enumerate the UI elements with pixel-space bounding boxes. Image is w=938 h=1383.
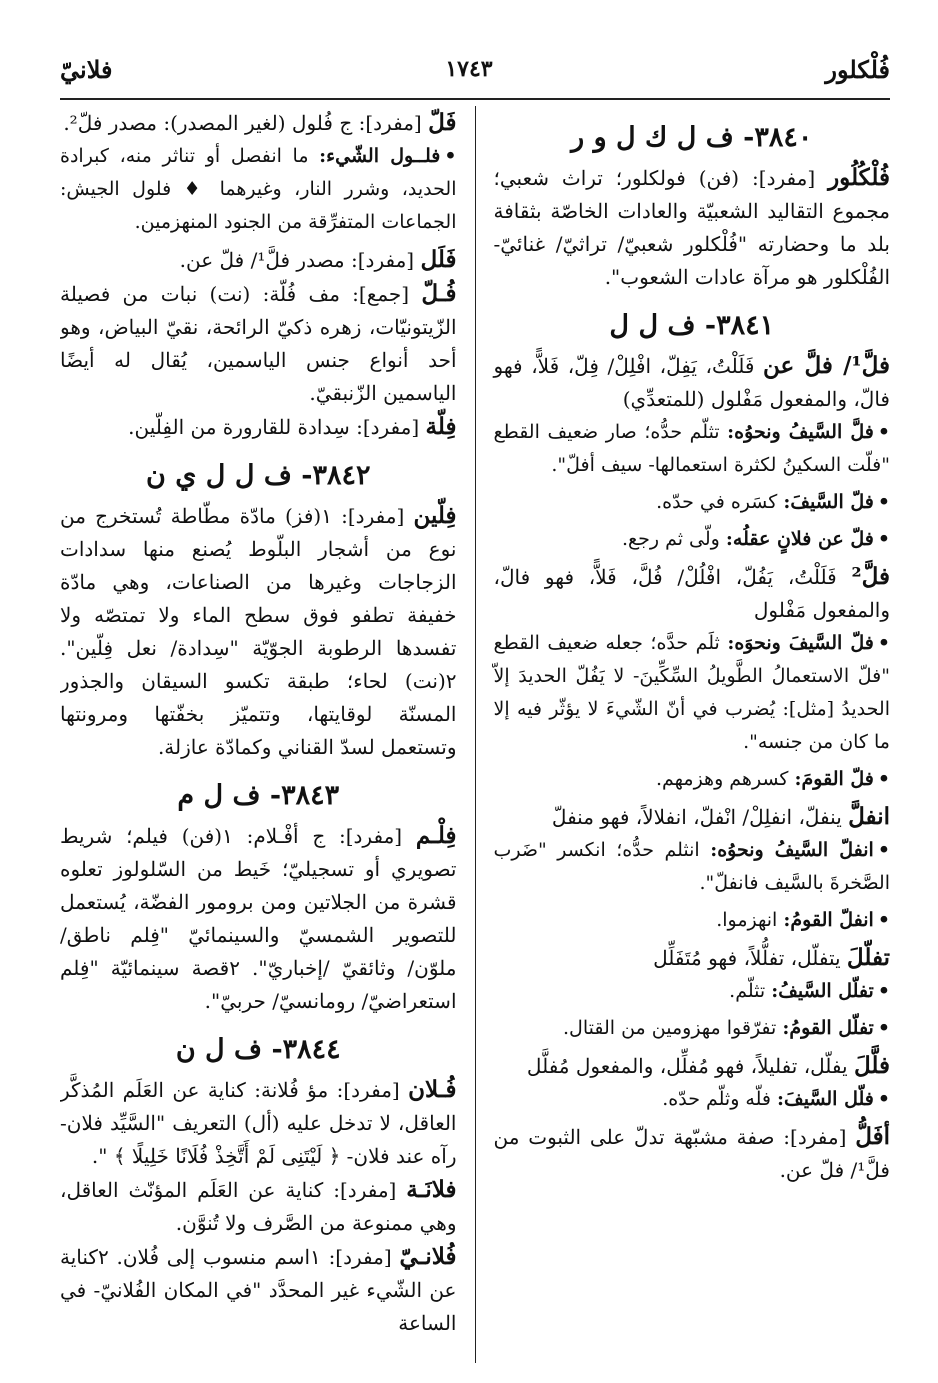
dictionary-columns	[60, 106, 890, 1363]
page-number: ١٧٤٣	[445, 56, 493, 82]
headword-entry	[494, 941, 891, 975]
sense-line	[494, 1083, 891, 1116]
headword: انفلَّ	[848, 803, 890, 830]
headword: فُلْكُلُور	[828, 164, 890, 191]
headword: فلَّ²	[851, 563, 890, 590]
sense-line	[494, 486, 891, 519]
bullet-icon: •	[877, 421, 890, 443]
definition-text: [مفرد]: ١(فز) مادّة مطّاطة تُستخرج من نوع من أشجار البلّوط يُصنع منها سدادات الزجاجات وغيرها من الصناعات، وهي مادّة خفيفة تطفو فوق سطح الماء ولا تمتصّه ولا تفسدها الرطوبة الجوّيّة "سِدادة/ نعل فِلّين". ٢(نت) لحاء؛ طبقة تكسو السيقان والجذور المسنّة لوقايتها، وتتميّز بخفّتها ومرونتها وتستعمل لسدّ القناني وكمادّة عازلة.	[60, 504, 457, 759]
page-header	[60, 40, 890, 100]
headword-entry	[60, 1240, 457, 1340]
bullet-icon: •	[877, 1017, 890, 1039]
sense-line	[494, 904, 891, 937]
headword: فِلّة	[425, 413, 457, 440]
headword-entry	[60, 499, 457, 764]
definition-text: يتفلّل، تفلُّلاً، فهو مُتَفَلِّل	[653, 946, 847, 970]
header-guide-word-left: فلانيّ	[60, 54, 113, 84]
headword: فِلْـم	[415, 822, 457, 849]
sense-phrase: فلّ السَّيفَ:	[783, 491, 874, 513]
sense-phrase: فلّل السَّيفَ:	[777, 1088, 874, 1110]
definition-text: [مفرد]: سِدادة للقارورة من الفِلّين.	[128, 415, 426, 439]
root-heading: ٣٨٤٠- ف ل ك ل و ر	[571, 122, 813, 153]
definition-text: انهزموا.	[716, 909, 784, 931]
headword-entry	[60, 410, 457, 444]
headword-entry	[494, 800, 891, 834]
definition-text: [مفرد]: مؤ فُلانة: كناية عن العَلَم المُذكَّر العاقل، لا تدخل عليه (أل) التعريف "السَّيِّد فلان- رآه عند فلان- ﴿ لَيْتَنِى لَمْ أَتَّخِذْ فُلَانًا خَلِيلًا ﴾ ".	[60, 1078, 457, 1168]
definition-text: [مفرد]: مصدر فلَّ¹/ فلّ عن.	[179, 248, 421, 272]
headword: فلانَـة	[406, 1176, 457, 1203]
bullet-icon: •	[877, 909, 890, 931]
sense-phrase: فلَّ السَّيفُ ونحوُه:	[727, 421, 874, 443]
sense-phrase: تفلّل السَّيفُ:	[771, 980, 874, 1002]
headword-entry	[60, 277, 457, 410]
definition-text: ينفلّ، انفلِلْ/ انْفلّ، انفلالاً، فهو منفلّ	[551, 805, 849, 829]
right-column	[482, 106, 891, 1363]
definition-text: كسرهم وهزمهم.	[655, 768, 795, 790]
definition-text: [مفرد]: ١اسم منسوب إلى فُلان. ٢كناية عن الشّيء غير المحدَّد "في المكان الفُلانيّ- في الساعة	[60, 1245, 457, 1335]
definition-text: كسَره في حدّه.	[656, 491, 784, 513]
left-column	[60, 106, 469, 1363]
headword: فُلانـيّ	[399, 1243, 457, 1270]
headword-entry	[494, 161, 891, 294]
headword-entry	[60, 243, 457, 277]
definition-text: ولّى ثم رجع.	[621, 528, 726, 550]
definition-text: ما انفصل أو تناثر منه، كبرادة الحديد، وشرر النار، وغيرهما ♦ فلول الجيش: الجماعات المتفرِّقة من الجنود المنهزمين.	[60, 145, 457, 233]
headword: فَلّ	[428, 109, 457, 136]
definition-text: فلّه وثلّم حدّه.	[662, 1088, 778, 1110]
sense-line	[494, 975, 891, 1008]
definition-text: فَلَلْتُ، يَفِلّ، افْلِلْ/ فِلّ، فَلاًّ، فهو فالّ، والمفعول مَفْلول (للمتعدِّي)	[493, 354, 890, 411]
bullet-icon: •	[877, 491, 890, 513]
headword: فُـلّ	[421, 280, 457, 307]
root-heading: ٣٨٤١- ف ل ل	[609, 310, 775, 341]
sense-line	[60, 140, 457, 239]
sense-phrase: فلّ القومَ:	[794, 768, 874, 790]
headword-entry	[494, 1049, 891, 1083]
definition-text: [مفرد]: (فن) فولكلور؛ تراث شعبي؛ مجموع التقاليد الشعبيّة والعادات الخاصّة بثقافة بلد ما وحضارته "فُلْكلور شعبيّ/ تراثيّ/ غنائيّ- الفُلْكلور هو مرآة عادات الشعوب".	[493, 166, 890, 289]
headword: فُـلان	[408, 1076, 457, 1103]
headword-entry	[494, 349, 891, 416]
sense-phrase: انفلّ القومُ:	[783, 909, 874, 931]
sense-phrase: فلّ عن فلانٍ عقلُه:	[725, 528, 874, 550]
header-guide-word-right: فُلْكلور	[825, 54, 890, 84]
headword-entry	[494, 560, 891, 627]
definition-text: تثلّم حدُّه؛ صار ضعيف القطع "فلّت السكينُ لكثرة استعمالها- سيف أفلّ".	[493, 421, 890, 476]
sense-phrase: تفلّل القومُ:	[782, 1017, 874, 1039]
headword: فِلّين	[413, 502, 457, 529]
headword: فلَّلَ	[853, 1052, 890, 1079]
headword: أفَلُّ	[855, 1123, 890, 1150]
bullet-icon: •	[444, 145, 457, 167]
sense-line	[494, 523, 891, 556]
headword-entry	[60, 106, 457, 140]
sense-line	[494, 834, 891, 900]
headword-entry	[494, 1120, 891, 1187]
headword: فلَّ¹/ فلَّ عن	[763, 352, 890, 379]
root-heading: ٣٨٤٣- ف ل م	[177, 780, 340, 811]
definition-text: [مفرد]: ج فُلول (لغير المصدر): مصدر فلّ².	[63, 111, 429, 135]
bullet-icon: •	[877, 839, 890, 861]
sense-phrase: فلــول الشّيء:	[319, 145, 441, 167]
bullet-icon: •	[877, 528, 890, 550]
root-heading: ٣٨٤٤- ف ل ن	[175, 1034, 341, 1065]
column-divider	[475, 106, 476, 1363]
sense-line	[494, 1012, 891, 1045]
definition-text: ثلَم حدَّه؛ جعله ضعيف القطع "فلّ الاستعمالُ الطَّويلُ السِّكِّينَ- لا يَفُلّ الحديدَ إلاّ الحديدُ [مثل]: يُضرب في أنّ الشّيءَ لا يؤثّر فيه إلا ما كان من جنسه".	[493, 632, 890, 753]
headword: تفلّلَ	[846, 944, 890, 971]
headword-entry	[60, 1073, 457, 1173]
sense-line	[494, 416, 891, 482]
bullet-icon: •	[877, 768, 890, 790]
headword-entry	[60, 1173, 457, 1240]
definition-text: فَلَلْتُ، يَفُلّ، افْلُلْ/ فُلَّ، فَلاًّ، فهو فالّ، والمفعول مَفْلول	[493, 565, 890, 622]
definition-text: [مفرد]: كناية عن العَلَم المؤنّث العاقل، وهي ممنوعة من الصَّرف ولا تُنوَّن.	[60, 1178, 457, 1235]
bullet-icon: •	[877, 980, 890, 1002]
headword: فَلَل	[420, 246, 457, 273]
definition-text: تفرّقوا مهزومين من القتال.	[563, 1017, 783, 1039]
definition-text: [مفرد]: ج أفْـلام: ١(فن) فيلم؛ شريط تصويري أو تسجيليّ؛ خَيط من السّلولوز تعلوه قشرة من الجلاتين ومن برومور الفضّة، يُستعمل للتصوير الشمسيّ والسينمائيّ "فِلم ناطق/ ملوّن/ وثائقيّ /إخباريّ". ٢قصة سينمائيّة "فِلم استعراضيّ/ رومانسيّ/ حربيّ".	[60, 824, 457, 1013]
headword-entry	[60, 819, 457, 1018]
sense-phrase: فلّ السَّيفَ ونحوَه:	[727, 632, 874, 654]
bullet-icon: •	[877, 632, 890, 654]
definition-text: [مفرد]: صفة مشبّهة تدلّ على الثبوت من فلَّ¹/ فلّ عن.	[493, 1125, 890, 1182]
definition-text: [جمع]: مف فُلّة: (نت) نبات من فصيلة الزّيتونيّات، زهره ذكيّ الرائحة، نقيّ البياض، وهو أحد أنواع جنس الياسمين، يُقال له أيضًا الياسمين الزّنبقيّ.	[60, 282, 457, 405]
root-heading: ٣٨٤٢- ف ل ل ي ن	[146, 460, 371, 491]
sense-line	[494, 627, 891, 759]
definition-text: تثلّم.	[729, 980, 772, 1002]
definition-text: انثلم حدُّه؛ انكسر "ضَرب الصَّخرةَ بالسَّيف فانفلّ".	[493, 839, 890, 894]
sense-phrase: انفلّ السَّيفُ ونحوُه:	[710, 839, 874, 861]
bullet-icon: •	[877, 1088, 890, 1110]
definition-text: يفلّل، تفليلاً، فهو مُفلِّل، والمفعول مُفلَّل	[526, 1054, 854, 1078]
sense-line	[494, 763, 891, 796]
